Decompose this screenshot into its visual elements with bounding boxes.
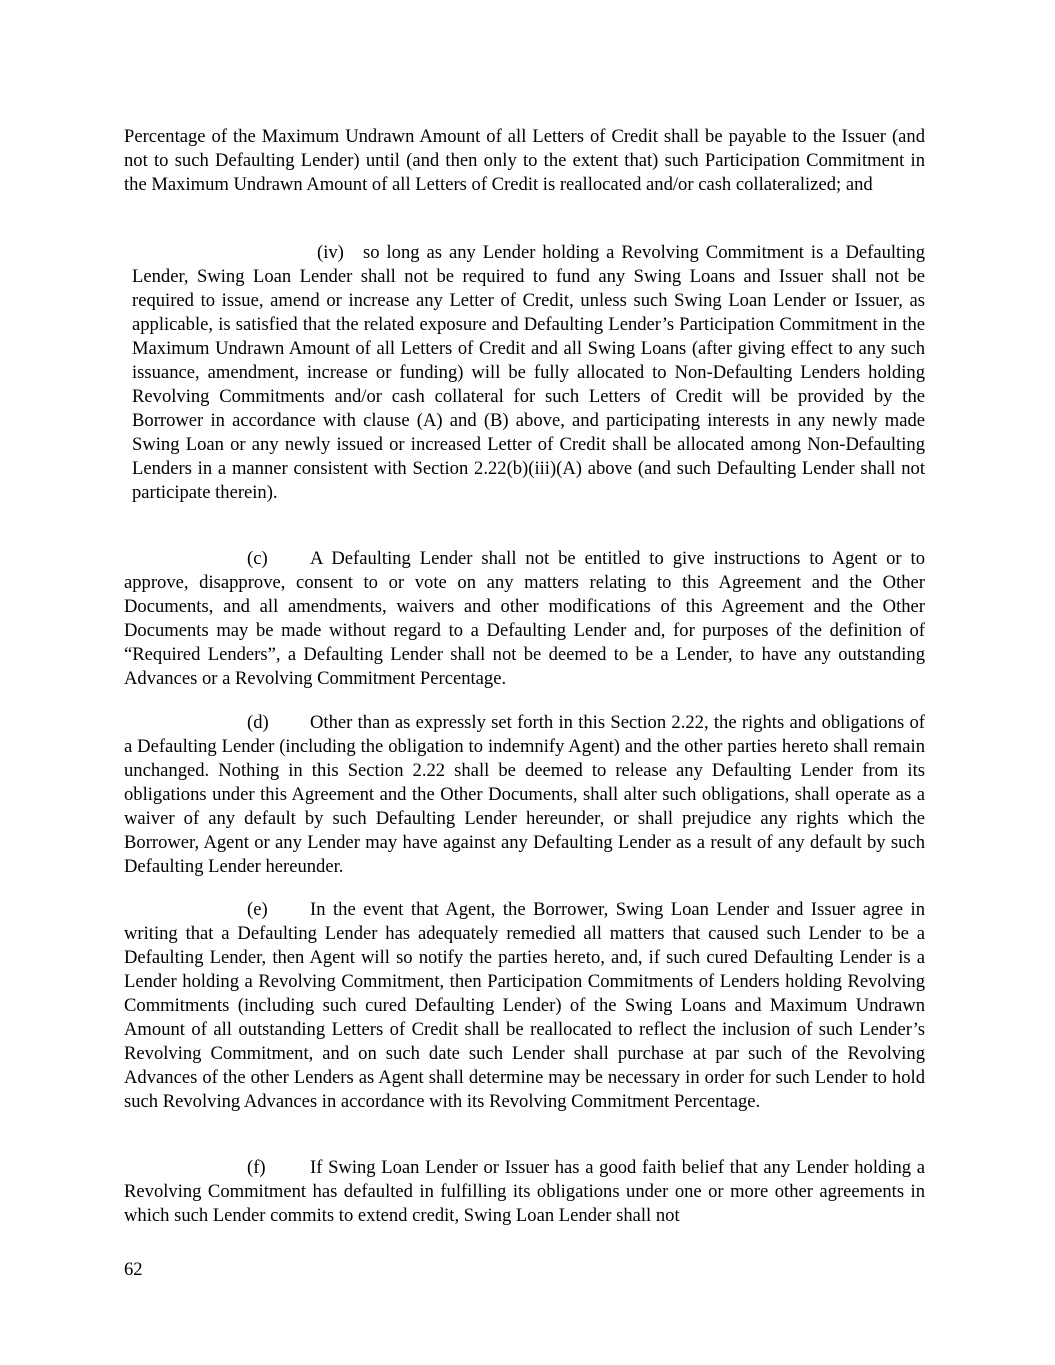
page-number: 62 [124, 1259, 143, 1280]
paragraph-e-text: In the event that Agent, the Borrower, Swing Loan Lender and Issuer agree in writing that a Defaulting Lender has adequately remedied all matters that caused such Lender to be a Defaulting Lender, then Agent will so notify the parties hereto, and, if such cured Defaulting Lender is a Lender holding a Revolving Commitment, then Participation Commitments of Lenders holding Revolving Commitments (including such cured Defaulting Lender) of the Swing Loans and Maximum Undrawn Amount of all outstanding Letters of Credit shall be reallocated to reflect the inclusion of such Lender’s Revolving Commitment, and on such date such Lender shall purchase at par such of the Revolving Advances of the other Lenders as Agent shall determine may be necessary in order for such Lender to hold such Revolving Advances in accordance with its Revolving Commitment Percentage. [124, 899, 925, 1112]
paragraph-continuation-text: Percentage of the Maximum Undrawn Amount of all Letters of Credit shall be payable to the Issuer (and not to such Defaulting Lender) until (and then only to the extent that) such Participation Commitment in the Maximum Undrawn Amount of all Letters of Credit is reallocated and/or cash collateralized; and [124, 126, 925, 195]
paragraph-f [124, 1156, 925, 1228]
paragraph-iv-marker: (iv) [317, 242, 344, 263]
paragraph-e [124, 898, 925, 1114]
paragraph-c-marker: (c) [247, 548, 268, 569]
paragraph-e-marker: (e) [247, 899, 268, 920]
paragraph-c-text: A Defaulting Lender shall not be entitled to give instructions to Agent or to approve, disapprove, consent to or vote on any matters relating to this Agreement and the Other Documents, and all amendments, waivers and other modifications of this Agreement and the Other Documents may be made without regard to a Defaulting Lender and, for purposes of the definition of “Required Lenders”, a Defaulting Lender shall not be deemed to be a Lender, to have any outstanding Advances or a Revolving Commitment Percentage. [124, 548, 925, 689]
paragraph-iv-text: so long as any Lender holding a Revolving Commitment is a Defaulting Lender, Swing Loan Lender shall not be required to fund any Swing Loans and Issuer shall not be required to issue, amend or increase any Letter of Credit, unless such Swing Loan Lender or Issuer, as applicable, is satisfied that the related exposure and Defaulting Lender’s Participation Commitment in the Maximum Undrawn Amount of all Letters of Credit and all Swing Loans (after giving effect to any such issuance, amendment, increase or funding) will be fully allocated to Non-Defaulting Lenders holding Revolving Commitments and/or cash collateral for such Letters of Credit will be provided by the Borrower in accordance with clause (A) and (B) above, and participating interests in any newly made Swing Loan or any newly issued or increased Letter of Credit shall be allocated among Non-Defaulting Lenders in a manner consistent with Section 2.22(b)(iii)(A) above (and such Defaulting Lender shall not participate therein). [132, 242, 925, 503]
paragraph-f-text: If Swing Loan Lender or Issuer has a good faith belief that any Lender holding a Revolving Commitment has defaulted in fulfilling its obligations under one or more other agreements in which such Lender commits to extend credit, Swing Loan Lender shall not [124, 1157, 925, 1226]
paragraph-f-marker: (f) [247, 1157, 266, 1178]
paragraph-d-marker: (d) [247, 712, 269, 733]
paragraph-d [124, 711, 925, 879]
paragraph-iv [132, 241, 925, 505]
paragraph-c [124, 547, 925, 691]
paragraph-d-text: Other than as expressly set forth in this Section 2.22, the rights and obligations of a Defaulting Lender (including the obligation to indemnify Agent) and the other parties hereto shall remain unchanged. Nothing in this Section 2.22 shall be deemed to release any Defaulting Lender from its obligations under this Agreement and the Other Documents, shall alter such obligations, shall operate as a waiver of any default by such Defaulting Lender hereunder, or shall prejudice any rights which the Borrower, Agent or any Lender may have against any Defaulting Lender as a result of any default by such Defaulting Lender hereunder. [124, 712, 925, 877]
paragraph-continuation [124, 125, 925, 197]
